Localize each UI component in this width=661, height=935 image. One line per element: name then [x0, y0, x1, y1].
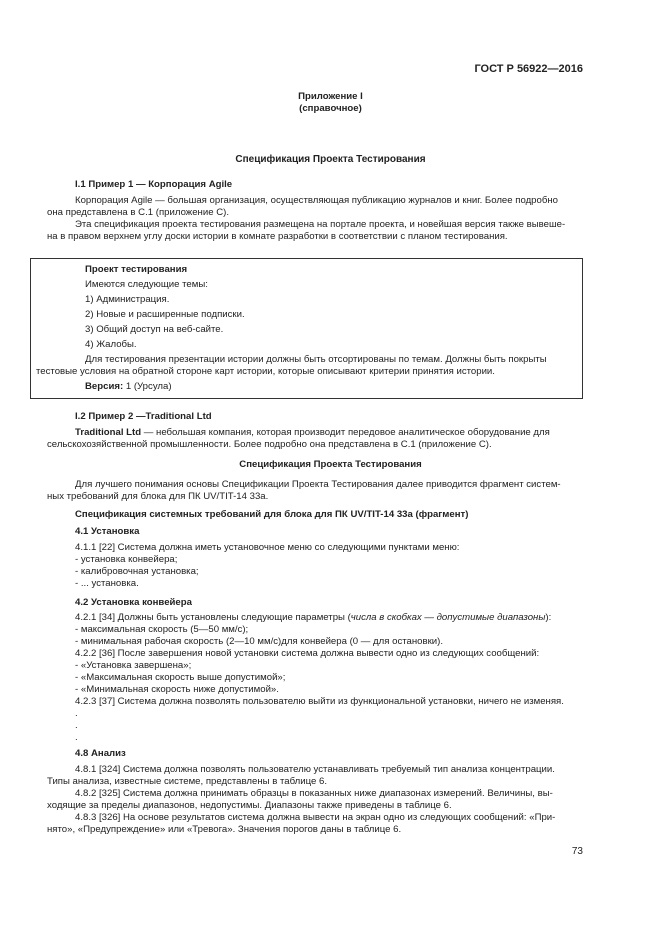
s48-p2-line1: 4.8.2 [325] Система должна принимать образцы в показанных ниже диапазонах измерений. Величины, вы-: [75, 788, 553, 799]
box-item-2: 2) Новые и расширенные подписки.: [85, 309, 245, 320]
s42-line1-italic: числа в скобках — допустимые диапазоны: [350, 612, 546, 623]
box-version: [85, 381, 172, 393]
s41-line1: 4.1.1 [22] Система должна иметь установочное меню со следующими пунктами меню:: [75, 542, 460, 553]
s48-p3-line2: нято», «Предупреждение» или «Тревога». Значения порогов даны в таблице 6.: [47, 824, 402, 835]
section-4-2-heading: 4.2 Установка конвейера: [75, 597, 192, 608]
company-name: Traditional Ltd: [75, 427, 142, 438]
s42-line3: - минимальная рабочая скорость (2—10 мм/с)для конвейера (0 — для остановки).: [75, 636, 444, 647]
s41-line2: - установка конвейера;: [75, 554, 178, 565]
appendix-subtitle: (справочное): [299, 103, 362, 114]
section-4-8-heading: 4.8 Анализ: [75, 748, 126, 759]
spec-title: Спецификация системных требований для блока для ПК UV/TIT-14 33а (фрагмент): [75, 509, 469, 520]
version-label: Версия:: [85, 381, 124, 392]
s48-p1-line1: 4.8.1 [324] Система должна позволять пользователю устанавливать требуемый тип анализа концентрации.: [75, 764, 555, 775]
s41-line3: - калибровочная установка;: [75, 566, 199, 577]
box-note-line1: Для тестирования презентации истории должны быть отсортированы по темам. Должны быть покрыты: [85, 354, 547, 365]
section-2-heading: I.2 Пример 2 —Traditional Ltd: [75, 411, 212, 422]
box-note-line2: тестовые условия на обратной стороне карт истории, которые описывают критерии принятия истории.: [36, 366, 495, 377]
ellipsis-dot-2: .: [75, 720, 78, 731]
s42-line8: 4.2.3 [37] Система должна позволять пользователю выйти из функциональной установки, ничего не изменяя.: [75, 696, 564, 707]
s1-p1-line1: Корпорация Agile — большая организация, осуществляющая публикацию журналов и книг. Более подробно: [75, 195, 558, 206]
s2-p2-line1: Для лучшего понимания основы Спецификации Проекта Тестирования далее приводится фрагмент систем-: [75, 479, 561, 490]
s1-p2-line1: Эта спецификация проекта тестирования размещена на портале проекта, и новейшая версия также вывеше-: [75, 219, 566, 230]
section-1-heading: I.1 Пример 1 — Корпорация Agile: [75, 179, 233, 190]
box-intro: Имеются следующие темы:: [85, 279, 208, 290]
s41-line4: - ... установка.: [75, 578, 139, 589]
s2-p2-line2: ных требований для блока для ПК UV/TIT-14 33а.: [47, 491, 269, 502]
s42-line4: 4.2.2 [36] После завершения новой установки система должна вывести одно из следующих сообщений:: [75, 648, 540, 659]
version-value: 1 (Урсула): [123, 381, 172, 392]
s2-p1-line2: сельскохозяйственной промышленности. Более подробно она представлена в С.1 (приложение С).: [47, 439, 492, 450]
ellipsis-dot-3: .: [75, 732, 78, 743]
s1-p1-line2: она представлена в С.1 (приложение С).: [47, 207, 229, 218]
box-item-4: 4) Жалобы.: [85, 339, 137, 350]
s42-line1-a: 4.2.1 [34] Должны быть установлены следующие параметры (: [75, 612, 351, 623]
page-number: 73: [571, 846, 583, 857]
s42-line1: [75, 612, 583, 624]
s2-p1-line1: [75, 427, 583, 439]
s42-line5: - «Установка завершена»;: [75, 660, 192, 671]
standard-header: ГОСТ Р 56922—2016: [474, 63, 583, 75]
section-4-1-heading: 4.1 Установка: [75, 526, 140, 537]
main-title: Спецификация Проекта Тестирования: [235, 154, 426, 165]
s48-p1-line2: Типы анализа, известные системе, представлены в таблице 6.: [47, 776, 327, 787]
s1-p2-line2: на в правом верхнем углу доски истории в комнате разработки в соответствии с планом тестирования.: [47, 231, 508, 242]
appendix-title: Приложение I: [298, 91, 363, 102]
box-title: Проект тестирования: [85, 264, 188, 275]
s42-line2: - максимальная скорость (5—50 мм/с);: [75, 624, 249, 635]
s42-line1-c: ):: [545, 612, 552, 623]
s2-subtitle: Спецификация Проекта Тестирования: [239, 459, 422, 470]
box-item-1: 1) Администрация.: [85, 294, 170, 305]
s2-p1-text: — небольшая компания, которая производит передовое аналитическое оборудование для: [141, 427, 550, 438]
s42-line6: - «Максимальная скорость выше допустимой»;: [75, 672, 286, 683]
box-item-3: 3) Общий доступ на веб-сайте.: [85, 324, 224, 335]
ellipsis-dot-1: .: [75, 708, 78, 719]
s48-p2-line2: ходящие за пределы диапазонов, недопустимы. Диапазоны также приведены в таблице 6.: [47, 800, 452, 811]
s48-p3-line1: 4.8.3 [326] На основе результатов система должна вывести на экран одно из следующих сообщений: «При-: [75, 812, 556, 823]
s42-line7: - «Минимальная скорость ниже допустимой».: [75, 684, 279, 695]
